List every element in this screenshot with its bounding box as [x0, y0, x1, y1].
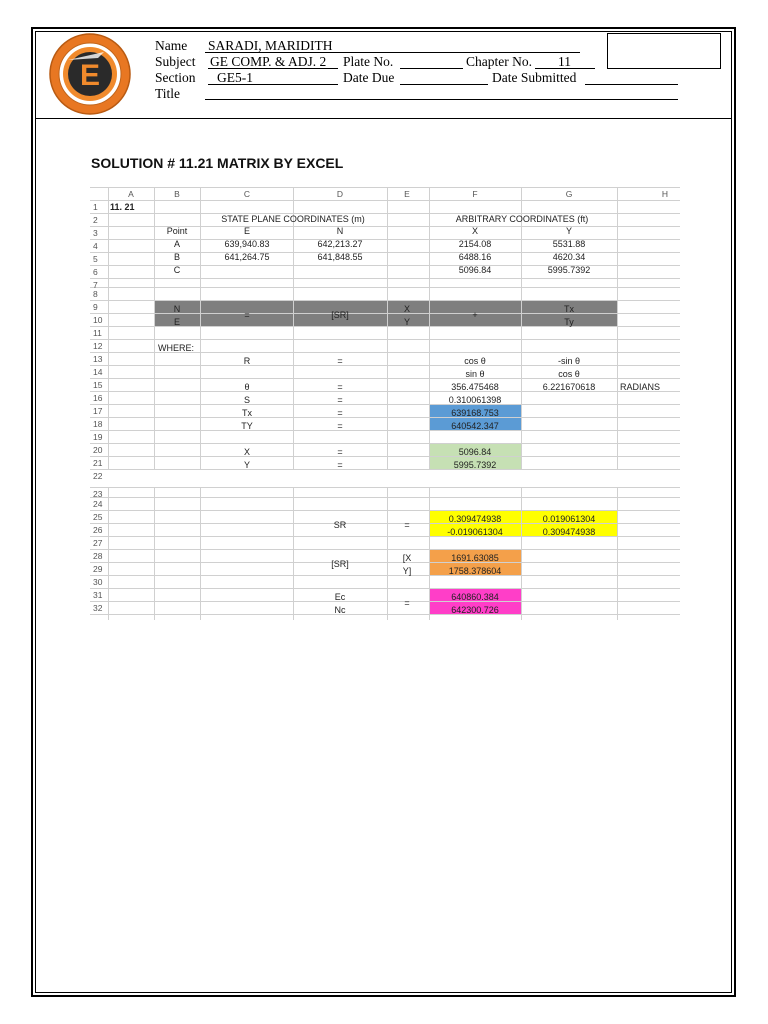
grid-vline	[617, 187, 618, 469]
grid-hline	[90, 601, 680, 602]
row-number[interactable]: 8	[93, 289, 98, 299]
grid-hline	[90, 187, 680, 188]
row-number[interactable]: 23	[93, 489, 103, 499]
row-number[interactable]: 11	[93, 328, 102, 338]
grid-hline	[90, 339, 680, 340]
subject-underline	[208, 68, 338, 69]
header-divider	[35, 118, 732, 119]
point-b-e: 641,264.75	[224, 252, 270, 262]
plate-label: Plate No.	[343, 54, 394, 69]
row-number[interactable]: 7	[93, 280, 98, 290]
point-b: B	[173, 252, 181, 262]
s-value: 0.310061398	[448, 395, 502, 405]
theta-label: θ	[244, 382, 250, 392]
srxy-1: 1691.63085	[451, 553, 499, 563]
grid-hline	[90, 287, 680, 288]
ty-label: TY	[241, 421, 253, 431]
grid-hline	[90, 487, 680, 488]
x-eq: =	[337, 447, 343, 457]
x-label: X	[243, 447, 251, 457]
grade-box	[607, 33, 721, 69]
grid-vline	[521, 187, 522, 469]
col-n-heading: N	[336, 226, 344, 236]
grid-hline	[90, 417, 680, 418]
grid-hline	[90, 404, 680, 405]
point-a: A	[173, 239, 181, 249]
theta-eq: =	[337, 382, 343, 392]
point-a-n: 642,213.27	[317, 239, 363, 249]
grid-vline	[387, 487, 388, 620]
col-header-g[interactable]: G	[565, 189, 573, 199]
formula-plus: +	[472, 310, 478, 320]
chapter-underline	[535, 68, 595, 69]
grid-vline	[200, 487, 201, 620]
formula-eq: =	[244, 310, 250, 320]
bracket-y: Y]	[402, 566, 412, 576]
col-header-h[interactable]: H	[661, 189, 669, 199]
srxy-label: [SR]	[331, 559, 349, 569]
grid-vline	[108, 187, 109, 469]
grid-hline	[90, 497, 680, 498]
y-eq: =	[337, 460, 343, 470]
point-c: C	[173, 265, 181, 275]
row-number[interactable]: 6	[93, 267, 98, 277]
ec-label: Ec	[334, 592, 346, 602]
row-number[interactable]: 5	[93, 254, 98, 264]
grid-hline	[90, 575, 680, 576]
where-label: WHERE:	[158, 343, 194, 353]
point-b-x: 6488.16	[458, 252, 492, 262]
tx-label: Tx	[242, 408, 252, 418]
row-number[interactable]: 29	[93, 564, 103, 574]
cos-theta-1: cos θ	[464, 356, 486, 366]
row-number[interactable]: 24	[93, 499, 103, 509]
subject-value: GE COMP. & ADJ. 2	[210, 54, 327, 69]
col-y-heading: Y	[565, 226, 573, 236]
chapter-value: 11	[558, 54, 571, 69]
formula-ty: Ty	[564, 317, 574, 327]
row-number[interactable]: 22	[93, 471, 103, 481]
radians-label: RADIANS	[620, 382, 661, 392]
point-a-y: 5531.88	[552, 239, 586, 249]
formula-x: X	[403, 304, 411, 314]
row-number[interactable]: 1	[93, 202, 98, 212]
formula-y: Y	[403, 317, 411, 327]
grid-hline	[90, 549, 680, 550]
point-c-y: 5995.7392	[547, 265, 591, 275]
col-x-heading: X	[471, 226, 479, 236]
grid-vline	[108, 487, 109, 620]
tx-value: 639168.753	[451, 408, 499, 418]
row-number[interactable]: 28	[93, 551, 103, 561]
s-label: S	[243, 395, 251, 405]
theta-radians: 6.221670618	[542, 382, 596, 392]
date-submitted-underline	[585, 84, 678, 85]
sr-12: 0.019061304	[542, 514, 596, 524]
col-e-heading: E	[243, 226, 251, 236]
row-number[interactable]: 18	[93, 419, 103, 429]
col-point-heading: Point	[166, 226, 188, 236]
r-eq: =	[337, 356, 343, 366]
sr-eq: =	[404, 520, 410, 530]
grid-hline	[90, 614, 680, 615]
section-underline	[208, 84, 338, 85]
plate-underline	[400, 68, 463, 69]
sr-22: 0.309474938	[542, 527, 596, 537]
row-number[interactable]: 26	[93, 525, 103, 535]
row-number[interactable]: 4	[93, 241, 98, 251]
row-number[interactable]: 20	[93, 445, 103, 455]
grid-hline	[90, 213, 680, 214]
grid-vline	[293, 187, 294, 469]
grid-vline	[429, 187, 430, 469]
point-a-x: 2154.08	[458, 239, 492, 249]
chapter-label: Chapter No.	[466, 54, 532, 69]
title-underline	[205, 99, 678, 100]
s-eq: =	[337, 395, 343, 405]
neg-sin-theta: -sin θ	[557, 356, 581, 366]
point-c-x: 5096.84	[458, 265, 492, 275]
row-number[interactable]: 16	[93, 393, 103, 403]
date-due-underline	[400, 84, 488, 85]
grid-hline	[90, 430, 680, 431]
formula-tx: Tx	[564, 304, 574, 314]
row-number[interactable]: 12	[93, 341, 103, 351]
row-number[interactable]: 21	[93, 458, 103, 468]
name-value: SARADI, MARIDITH	[208, 38, 333, 53]
row-number[interactable]: 32	[93, 603, 103, 613]
row-number[interactable]: 19	[93, 432, 103, 442]
grid-hline	[90, 510, 680, 511]
logo-letter: E	[79, 59, 101, 92]
grid-vline	[293, 487, 294, 620]
subject-label: Subject	[155, 54, 196, 69]
col-header-d[interactable]: D	[336, 189, 344, 199]
point-b-y: 4620.34	[552, 252, 586, 262]
row-number[interactable]: 3	[93, 228, 98, 238]
row-number[interactable]: 27	[93, 538, 103, 548]
y-label: Y	[243, 460, 251, 470]
row-number[interactable]: 10	[93, 315, 103, 325]
sr-11: 0.309474938	[448, 514, 502, 524]
grid-hline	[90, 278, 680, 279]
arbitrary-heading: ARBITRARY COORDINATES (ft)	[455, 214, 589, 224]
title-label: Title	[155, 86, 181, 101]
grid-hline	[90, 562, 680, 563]
sr-21: -0.019061304	[447, 527, 503, 537]
solution-title: SOLUTION # 11.21 MATRIX BY EXCEL	[91, 155, 344, 171]
grid-vline	[200, 187, 201, 469]
row-number[interactable]: 2	[93, 215, 98, 225]
grid-hline	[90, 456, 680, 457]
name-underline	[205, 52, 580, 53]
col-header-b[interactable]: B	[174, 189, 180, 199]
row-number[interactable]: 9	[93, 302, 98, 312]
name-label: Name	[155, 38, 188, 53]
row-number[interactable]: 17	[93, 406, 103, 416]
sin-theta: sin θ	[465, 369, 485, 379]
formula-n: N	[173, 304, 181, 314]
col-header-f[interactable]: F	[472, 189, 478, 199]
section-value: GE5-1	[217, 70, 253, 85]
row-number[interactable]: 14	[93, 367, 103, 377]
sr-label: SR	[333, 520, 347, 530]
col-header-c[interactable]: C	[243, 189, 251, 199]
grid-vline	[521, 487, 522, 620]
bracket-x: [X	[402, 553, 412, 563]
grid-vline	[387, 187, 388, 469]
y-value: 5995.7392	[453, 460, 497, 470]
school-logo	[48, 32, 132, 116]
col-header-e[interactable]: E	[404, 189, 410, 199]
formula-sr: [SR]	[331, 310, 349, 320]
point-a-e: 639,940.83	[224, 239, 270, 249]
state-plane-heading: STATE PLANE COORDINATES (m)	[221, 214, 365, 224]
nc-value: 642300.726	[451, 605, 499, 615]
row-number[interactable]: 30	[93, 577, 103, 587]
row-number[interactable]: 25	[93, 512, 103, 522]
ec-value: 640860.384	[451, 592, 499, 602]
grid-hline	[90, 443, 680, 444]
grid-hline	[90, 378, 680, 379]
grid-hline	[90, 365, 680, 366]
date-submitted-label: Date Submitted	[492, 70, 577, 85]
section-label: Section	[155, 70, 196, 85]
formula-e: E	[173, 317, 181, 327]
srxy-2: 1758.378604	[448, 566, 502, 576]
grid-hline	[90, 300, 680, 301]
grid-vline	[429, 487, 430, 620]
col-header-a[interactable]: A	[128, 189, 134, 199]
date-due-label: Date Due	[343, 70, 395, 85]
grid-vline	[154, 487, 155, 620]
cos-theta-2: cos θ	[558, 369, 580, 379]
theta-degrees: 356.475468	[451, 382, 499, 392]
x-value: 5096.84	[458, 447, 492, 457]
excel-sheet	[90, 187, 680, 620]
grid-hline	[90, 588, 680, 589]
tx-eq: =	[337, 408, 343, 418]
point-b-n: 641,848.55	[317, 252, 363, 262]
r-label: R	[243, 356, 251, 366]
grid-vline	[154, 187, 155, 469]
row-number[interactable]: 31	[93, 590, 103, 600]
row-number[interactable]: 13	[93, 354, 103, 364]
grid-vline	[617, 487, 618, 620]
nc-label: Nc	[334, 605, 346, 615]
ecnc-eq: =	[404, 598, 410, 608]
grid-hline	[90, 469, 680, 470]
problem-number: 11. 21	[110, 202, 135, 212]
row-number[interactable]: 15	[93, 380, 103, 390]
ty-value: 640542.347	[451, 421, 499, 431]
grid-hline	[90, 200, 680, 201]
ty-eq: =	[337, 421, 343, 431]
